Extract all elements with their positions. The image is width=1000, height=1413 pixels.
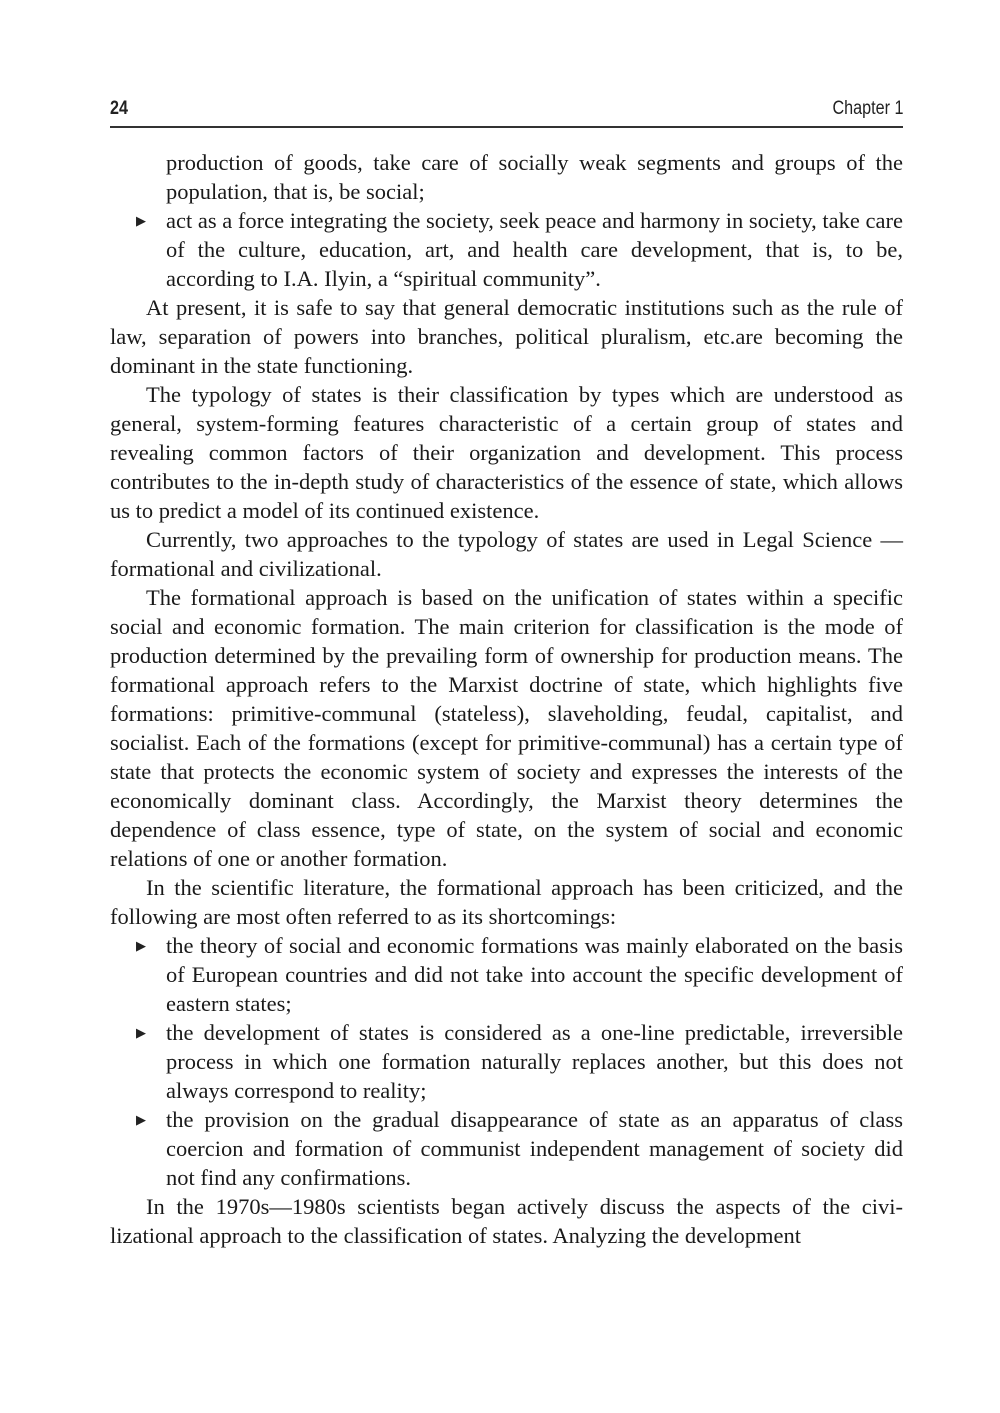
body-text [110,148,903,1250]
chapter-title: Chapter 1 [832,98,903,119]
triangle-bullet-icon: ▶ [136,1025,146,1040]
paragraph: At present, it is safe to say that general democratic institutions such as the rule of law, separation of powers into branches, political pluralism, etc.are becoming the dominant in the state functioning. [110,295,903,378]
paragraph: The formational approach is based on the unification of states within a specific social and economic formation. The main criterion for classification is the mode of production determined by the prevailing form of ownership for production means. The formational approach refers to the Marxist doctrine of state, which highlights five formations: primitive-communal (stateless), slaveholding, feudal, capitalist, and socialist. Each of the formations (except for primitive-communal) has a certain type of state that protects the economic system of society and expresses the interests of the economically dominant class. Accordingly, the Marxist theory determines the dependence of class essence, type of state, on the system of social and economic relations of one or another formation. [110,585,903,871]
bullet-text: act as a force integrating the society, seek peace and harmony in society, take care of the culture, education, art, and health care development, that is, to be, according to I.A. Ilyin, a “spiritual community”. [166,208,903,291]
paragraph: In the scientific literature, the formational approach has been criticized, and the following are most often referred to as its shortcomings: [110,875,903,929]
triangle-bullet-icon: ▶ [136,1112,146,1127]
bullet-item [136,931,903,1018]
bullet-item [136,1018,903,1105]
bullet-text: the development of states is considered as a one-line predictable, irreversible process in which one formation naturally replaces another, but this does not always correspond to reality; [166,1020,903,1103]
paragraph: In the 1970s—1980s scientists began actively discuss the aspects of the civilizational approach to the classification of states. Analyzing the development [110,1194,903,1248]
running-header [110,96,903,128]
paragraph: Currently, two approaches to the typology of states are used in Legal Science — formational and civilizational. [110,527,903,581]
bullet-text: the provision on the gradual disappearance of state as an apparatus of class coercion and formation of communist independent management of society did not find any confirmations. [166,1107,903,1190]
paragraph: The typology of states is their classification by types which are understood as general, system-forming features characteristic of a certain group of states and revealing common factors of their organization and development. This process contributes to the in-depth study of characteristics of the essence of state, which allows us to predict a model of its continued existence. [110,382,903,523]
continued-bullet-text: production of goods, take care of socially weak segments and groups of the population, that is, be social; [166,150,903,204]
bullet-item [136,1105,903,1192]
bullet-item [136,206,903,293]
triangle-bullet-icon: ▶ [136,213,146,228]
triangle-bullet-icon: ▶ [136,938,146,953]
bullet-text: the theory of social and economic formations was mainly elaborated on the basis of European countries and did not take into account the specific development of eastern states; [166,933,903,1016]
page-number: 24 [110,98,128,119]
